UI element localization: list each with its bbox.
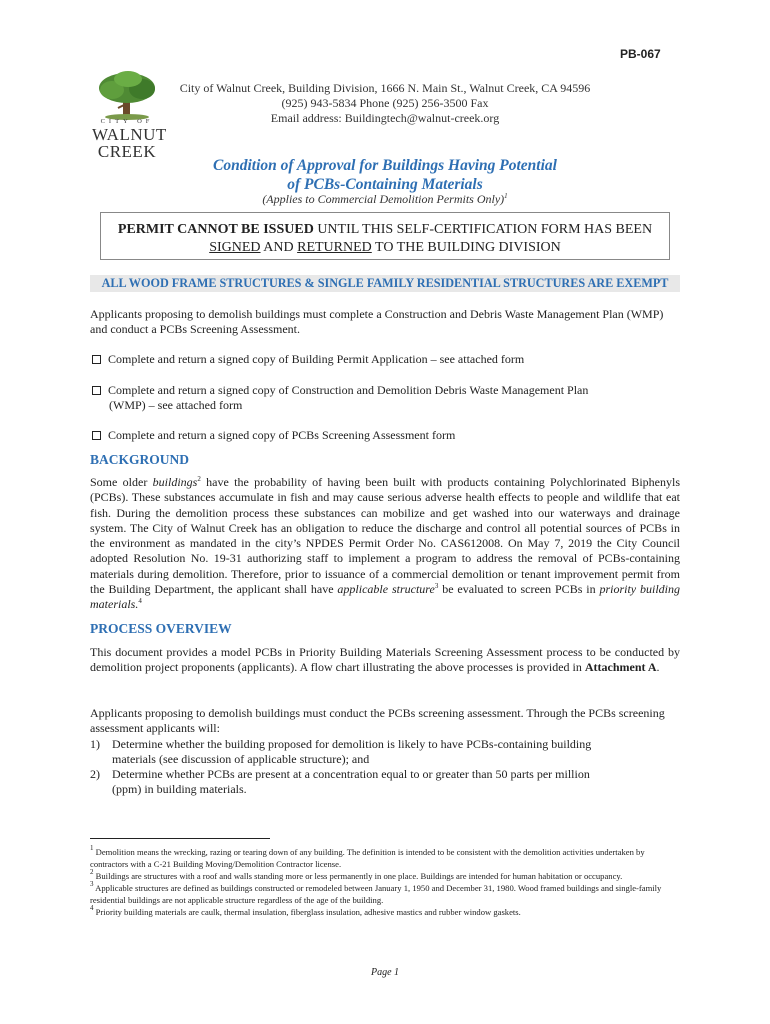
title-line-1: Condition of Approval for Buildings Having Potential (213, 157, 557, 174)
background-paragraph (90, 475, 680, 613)
checkbox[interactable] (92, 431, 101, 440)
permit-and: AND (260, 240, 298, 255)
footnote-1 (90, 846, 680, 870)
step-text: Determine whether PCBs are present at a concentration equal to or greater than 50 parts per million (112, 767, 590, 781)
step-number: 2) (90, 767, 100, 781)
permit-notice-box (100, 212, 670, 260)
footnote-number: 2 (90, 868, 94, 876)
permit-bold: PERMIT CANNOT BE ISSUED (117, 222, 314, 237)
logo-creek: CREEK (97, 142, 157, 161)
permit-returned: RETURNED (297, 240, 372, 255)
process-text: This document provides a model PCBs in Priority Building Materials Screening Assessment process to be conducted by demolition project proponents (applicants). A flow chart illustrating the above processes is provided in (90, 645, 680, 675)
footnote-text: Demolition means the wrecking, razing or tearing down of any building. The definition is intended to be consistent with the demolition activities undertaken by contractors with a C-21 Building Moving/Demolition Contractor license. (90, 847, 645, 869)
footnotes (90, 846, 680, 918)
subtitle-text: (Applies to Commercial Demolition Permits Only) (262, 192, 505, 206)
footnote-text: Buildings are structures with a roof and walls standing more or less permanently in one place. Buildings are intended for human habitation or occupancy. (93, 871, 623, 881)
step-text: Determine whether the building proposed for demolition is likely to have PCBs-containing building (112, 737, 592, 751)
checklist-item-text: Complete and return a signed copy of PCBs Screening Assessment form (108, 428, 456, 442)
intro-paragraph: Applicants proposing to demolish buildings must complete a Construction and Debris Waste Management Plan (WMP) and conduct a PCBs Screening Assessment. (90, 307, 664, 337)
city-logo (92, 70, 167, 161)
bg-text: have the probability of having been built with products containing Polychlorinated Biphenyls (PCBs). These substances accumulate in fish and may cause serious adverse health effects to people and wildlife that eat fish. During the demolition process these substances can mobilize and get washed into our waterways and drainage system. The City of Walnut Creek has an obligation to reduce the discharge and control all potential sources of PCBs in the environment as mandated in the city’s NPDES Permit Order No. CAS612008. On May 7, 2019 the City Council adopted Resolution No. 19-31 authorizing staff to implement a program to address the removal of PCBs-containing materials during demolition. Therefore, prior to issuance of a commercial demolition or tenant improvement permit from the Building Department, the applicant shall have (90, 475, 681, 597)
checkbox[interactable] (92, 386, 101, 395)
bg-text: Some older (90, 475, 153, 489)
subtitle-footnote-ref: 1 (504, 192, 508, 200)
bg-text: be evaluated to screen PCBs in (438, 582, 600, 597)
footnote-4 (90, 906, 680, 918)
bg-italic: priority building materials. (90, 582, 681, 612)
logo-city-of: CITY OF (100, 118, 154, 125)
process-paragraph-1 (90, 645, 680, 676)
permit-text-2: TO THE BUILDING DIVISION (371, 240, 561, 255)
footnote-ref: 4 (138, 597, 142, 606)
footnote-number: 3 (90, 880, 94, 888)
checklist-item-3 (92, 428, 682, 443)
document-id: PB-067 (620, 47, 661, 61)
checklist-item-text-cont: (WMP) – see attached form (109, 398, 243, 413)
subtitle (150, 192, 620, 207)
process-heading: PROCESS OVERVIEW (90, 621, 232, 636)
attachment-ref: Attachment A (584, 660, 657, 675)
footnote-3 (90, 882, 680, 906)
footnote-2 (90, 870, 680, 882)
header-address: City of Walnut Creek, Building Division, 1666 N. Main St., Walnut Creek, CA 94596 (179, 81, 591, 95)
footnote-number: 1 (90, 844, 94, 852)
process-step-1 (90, 737, 680, 768)
footnote-text: Applicable structures are defined as buildings constructed or remodeled between January 1, 1950 and December 31, 1980. Wood framed buildings and single-family residential buildings are not applicable structure regardless of the age of the building. (90, 883, 662, 905)
logo-name (92, 125, 167, 161)
checklist-item-text: Complete and return a signed copy of Building Permit Application – see attached form (108, 352, 525, 366)
step-number: 1) (90, 737, 100, 751)
exempt-banner: ALL WOOD FRAME STRUCTURES & SINGLE FAMILY RESIDENTIAL STRUCTURES ARE EXEMPT (90, 275, 680, 292)
checklist-item-2 (92, 383, 682, 414)
logo-walnut: WALNUT (92, 125, 167, 144)
footnote-divider (90, 838, 270, 839)
title-line-2: of PCBs-Containing Materials (287, 176, 483, 193)
bg-italic: buildings (152, 475, 198, 489)
checkbox[interactable] (92, 355, 101, 364)
checklist-item-text: Complete and return a signed copy of Construction and Demolition Debris Waste Management Plan (108, 383, 589, 397)
footnote-ref: 3 (434, 582, 439, 591)
footnote-text: Priority building materials are caulk, thermal insulation, fiberglass insulation, adhesive mastics and rubber window gaskets. (93, 907, 521, 917)
header-email: Email address: Buildingtech@walnut-creek.org (270, 111, 500, 125)
header-phone: (925) 943-5834 Phone (925) 256-3500 Fax (281, 96, 489, 110)
permit-text-1: UNTIL THIS SELF-CERTIFICATION FORM HAS BEEN (313, 222, 653, 237)
permit-signed: SIGNED (209, 240, 261, 255)
process-step-2 (90, 767, 680, 798)
footnote-ref: 2 (197, 475, 201, 483)
oak-tree-icon (92, 70, 162, 120)
process-paragraph-2: Applicants proposing to demolish buildings must conduct the PCBs screening assessment. Through the PCBs screening assessment applicants will: (90, 706, 665, 736)
step-text-cont: (ppm) in building materials. (112, 782, 247, 797)
step-text-cont: materials (see discussion of applicable structure); and (112, 752, 370, 767)
page-number: Page 1 (370, 967, 400, 978)
background-heading: BACKGROUND (90, 452, 190, 467)
checklist-item-1 (92, 352, 682, 367)
footnote-number: 4 (90, 904, 94, 912)
process-text: . (656, 660, 660, 675)
bg-italic: applicable structure (337, 582, 435, 597)
